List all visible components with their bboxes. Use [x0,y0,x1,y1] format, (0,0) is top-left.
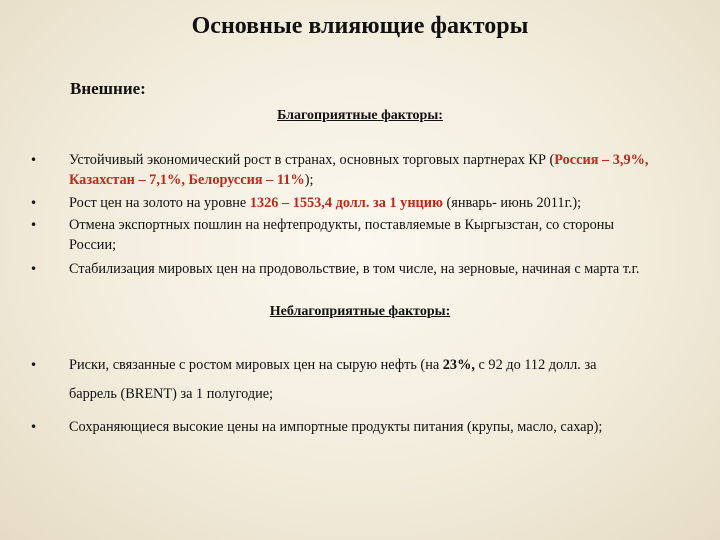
section-heading-external: Внешние: [70,79,146,98]
unfavorable-factors-heading: Неблагоприятные факторы: [269,304,451,319]
unfavorable-item-import-food: Сохраняющиеся высокие цены на импортные продукты питания (крупы, масло, сахар); [69,419,603,435]
bullet-marker: • [30,153,38,167]
item-text: (январь- июнь 2011г.); [442,195,582,211]
unfavorable-item-oil-prices-line1 [69,355,694,375]
item-text: Устойчивый экономический рост в странах, основных торговых партнерах КР ( [69,152,555,168]
unfavorable-item-oil-prices-line2: баррель (BRENT) за 1 полугодие; [69,386,274,402]
bullet-marker: • [30,196,38,210]
percent-value: 23%, [442,357,475,373]
favorable-item-gold-price [69,193,694,213]
bullet-marker: • [30,358,38,372]
favorable-factors-heading: Благоприятные факторы: [277,108,443,123]
bullet-marker: • [30,218,38,232]
item-text: Риски, связанные с ростом мировых цен на сырую нефть (на [69,357,443,373]
item-text: с 92 до 112 долл. за [474,357,597,373]
favorable-item-export-duties: Отмена экспортных пошлин на нефтепродукты, поставляемые в Кыргызстан, со стороны России; [69,217,615,253]
highlight-text: 1326 – 1553,4 долл. за 1 унцию [249,195,443,211]
favorable-item-food-prices: Стабилизация мировых цен на продовольствие, в том числе, на зерновые, начиная с марта т.г. [69,261,640,277]
item-text: ); [304,172,314,188]
item-text: Рост цен на золото на уровне [69,195,250,211]
bullet-marker: • [30,262,38,276]
bullet-marker: • [30,420,38,434]
page-title: Основные влияющие факторы [191,13,529,39]
highlight-text: Россия – 3,9%, Казахстан – 7,1%, Белоруссия – 11% [69,152,649,188]
favorable-item-economic-growth [69,150,694,190]
